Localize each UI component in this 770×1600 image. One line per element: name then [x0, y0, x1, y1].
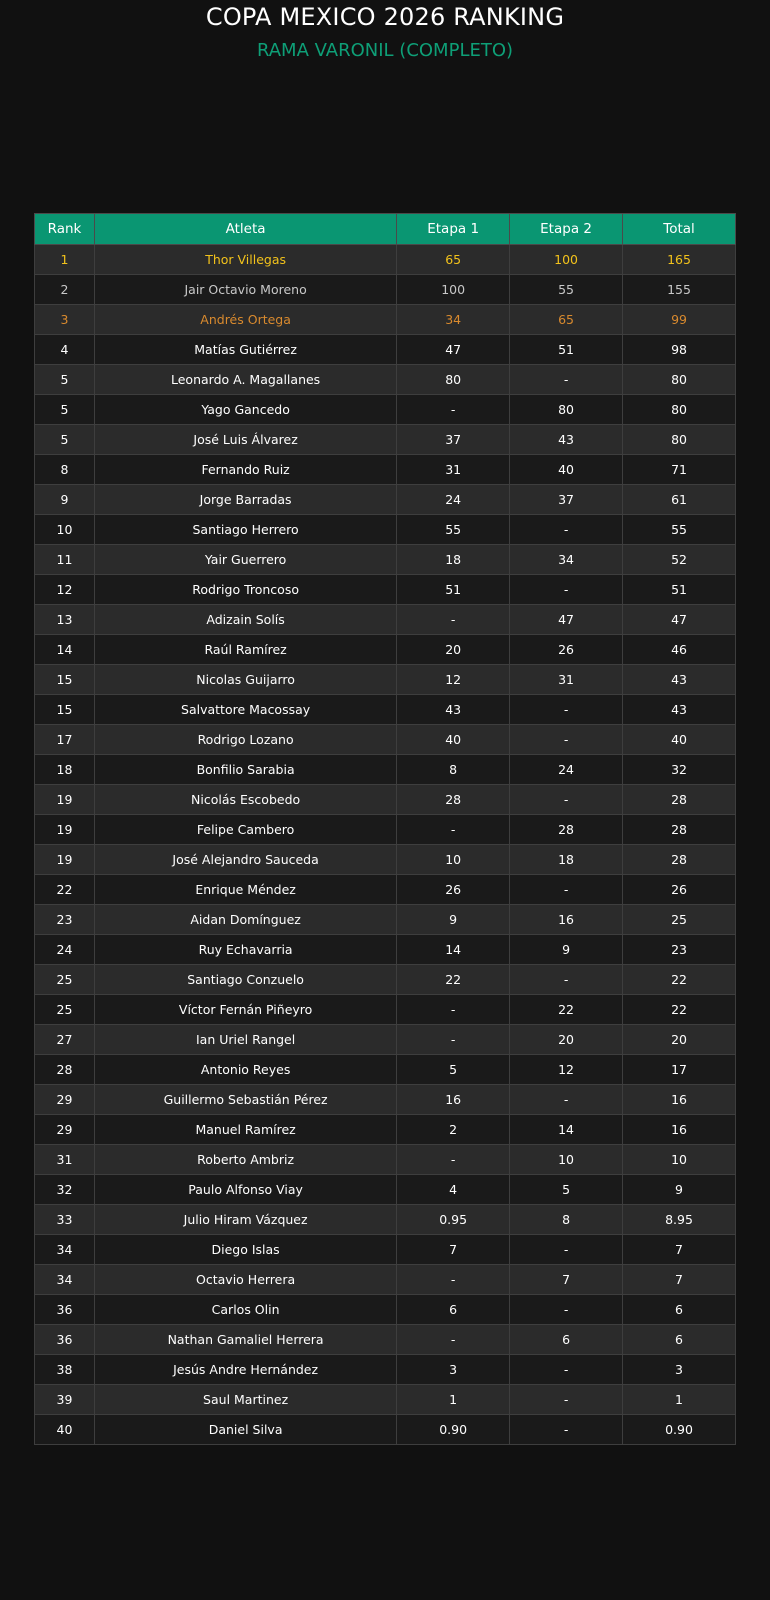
total-cell: 16 [623, 1085, 736, 1115]
etapa-2-cell: 12 [510, 1055, 623, 1085]
rank-cell: 25 [35, 995, 95, 1025]
rank-cell: 14 [35, 635, 95, 665]
etapa-1-cell: 100 [397, 275, 510, 305]
rank-cell: 40 [35, 1415, 95, 1445]
etapa-1-cell: 65 [397, 245, 510, 275]
etapa-2-cell: - [510, 965, 623, 995]
page-subtitle: RAMA VARONIL (COMPLETO) [256, 40, 514, 61]
athlete-name-cell: Nicolás Escobedo [95, 785, 397, 815]
table-row [35, 1355, 736, 1385]
etapa-1-cell: 55 [397, 515, 510, 545]
table-row [35, 725, 736, 755]
total-cell: 25 [623, 905, 736, 935]
total-cell: 16 [623, 1115, 736, 1145]
rank-cell: 24 [35, 935, 95, 965]
athlete-name-cell: Paulo Alfonso Viay [95, 1175, 397, 1205]
table-row [35, 875, 736, 905]
etapa-1-cell: 8 [397, 755, 510, 785]
rank-cell: 22 [35, 875, 95, 905]
athlete-name-cell: Yair Guerrero [95, 545, 397, 575]
rank-cell: 34 [35, 1265, 95, 1295]
total-cell: 55 [623, 515, 736, 545]
table-row [35, 485, 736, 515]
etapa-2-cell: 40 [510, 455, 623, 485]
etapa-2-cell: 10 [510, 1145, 623, 1175]
etapa-2-cell: 20 [510, 1025, 623, 1055]
rank-cell: 19 [35, 785, 95, 815]
total-cell: 40 [623, 725, 736, 755]
column-header-etapa-1: Etapa 1 [397, 214, 510, 245]
athlete-name-cell: Ruy Echavarria [95, 935, 397, 965]
etapa-1-cell: 34 [397, 305, 510, 335]
etapa-1-cell: 6 [397, 1295, 510, 1325]
etapa-2-cell: - [510, 1415, 623, 1445]
etapa-2-cell: 51 [510, 335, 623, 365]
etapa-1-cell: - [397, 1025, 510, 1055]
etapa-2-cell: - [510, 365, 623, 395]
etapa-2-cell: 65 [510, 305, 623, 335]
rank-cell: 25 [35, 965, 95, 995]
table-row [35, 1085, 736, 1115]
etapa-2-cell: 34 [510, 545, 623, 575]
athlete-name-cell: Octavio Herrera [95, 1265, 397, 1295]
rank-cell: 3 [35, 305, 95, 335]
athlete-name-cell: Bonfilio Sarabia [95, 755, 397, 785]
table-row [35, 545, 736, 575]
rank-cell: 13 [35, 605, 95, 635]
etapa-1-cell: 20 [397, 635, 510, 665]
athlete-name-cell: Diego Islas [95, 1235, 397, 1265]
athlete-name-cell: Nicolas Guijarro [95, 665, 397, 695]
athlete-name-cell: Jair Octavio Moreno [95, 275, 397, 305]
athlete-name-cell: Matías Gutiérrez [95, 335, 397, 365]
athlete-name-cell: Saul Martinez [95, 1385, 397, 1415]
athlete-name-cell: Carlos Olin [95, 1295, 397, 1325]
table-row [35, 965, 736, 995]
table-row [35, 1235, 736, 1265]
total-cell: 28 [623, 785, 736, 815]
table-row [35, 245, 736, 275]
etapa-2-cell: - [510, 575, 623, 605]
total-cell: 61 [623, 485, 736, 515]
table-row [35, 515, 736, 545]
table-row [35, 395, 736, 425]
athlete-name-cell: Antonio Reyes [95, 1055, 397, 1085]
table-row [35, 1265, 736, 1295]
total-cell: 0.90 [623, 1415, 736, 1445]
total-cell: 43 [623, 695, 736, 725]
table-header-row [35, 214, 736, 245]
etapa-1-cell: - [397, 605, 510, 635]
athlete-name-cell: Daniel Silva [95, 1415, 397, 1445]
column-header-rank: Rank [35, 214, 95, 245]
etapa-1-cell: 0.90 [397, 1415, 510, 1445]
table-row [35, 695, 736, 725]
etapa-2-cell: 8 [510, 1205, 623, 1235]
etapa-1-cell: 4 [397, 1175, 510, 1205]
rank-cell: 1 [35, 245, 95, 275]
total-cell: 10 [623, 1145, 736, 1175]
table-row [35, 275, 736, 305]
rank-cell: 29 [35, 1115, 95, 1145]
etapa-1-cell: 80 [397, 365, 510, 395]
total-cell: 1 [623, 1385, 736, 1415]
rank-cell: 11 [35, 545, 95, 575]
table-row [35, 1325, 736, 1355]
table-row [35, 455, 736, 485]
athlete-name-cell: Yago Gancedo [95, 395, 397, 425]
total-cell: 9 [623, 1175, 736, 1205]
etapa-2-cell: - [510, 1295, 623, 1325]
etapa-2-cell: - [510, 725, 623, 755]
table-row [35, 1175, 736, 1205]
athlete-name-cell: Rodrigo Troncoso [95, 575, 397, 605]
total-cell: 80 [623, 425, 736, 455]
etapa-1-cell: 26 [397, 875, 510, 905]
etapa-1-cell: 22 [397, 965, 510, 995]
etapa-1-cell: 37 [397, 425, 510, 455]
etapa-1-cell: - [397, 1265, 510, 1295]
table-row [35, 335, 736, 365]
table-row [35, 575, 736, 605]
rank-cell: 34 [35, 1235, 95, 1265]
athlete-name-cell: Ian Uriel Rangel [95, 1025, 397, 1055]
athlete-name-cell: Fernando Ruiz [95, 455, 397, 485]
table-row [35, 845, 736, 875]
rank-cell: 9 [35, 485, 95, 515]
column-header-etapa-2: Etapa 2 [510, 214, 623, 245]
etapa-2-cell: 26 [510, 635, 623, 665]
table-row [35, 935, 736, 965]
rank-cell: 5 [35, 425, 95, 455]
athlete-name-cell: Raúl Ramírez [95, 635, 397, 665]
total-cell: 47 [623, 605, 736, 635]
etapa-1-cell: 12 [397, 665, 510, 695]
total-cell: 7 [623, 1265, 736, 1295]
etapa-1-cell: 40 [397, 725, 510, 755]
athlete-name-cell: Adizain Solís [95, 605, 397, 635]
total-cell: 7 [623, 1235, 736, 1265]
etapa-1-cell: - [397, 1325, 510, 1355]
total-cell: 23 [623, 935, 736, 965]
athlete-name-cell: Manuel Ramírez [95, 1115, 397, 1145]
table-row [35, 1055, 736, 1085]
total-cell: 26 [623, 875, 736, 905]
total-cell: 22 [623, 965, 736, 995]
rank-cell: 15 [35, 695, 95, 725]
rank-cell: 32 [35, 1175, 95, 1205]
table-row [35, 1205, 736, 1235]
total-cell: 6 [623, 1295, 736, 1325]
rank-cell: 19 [35, 845, 95, 875]
athlete-name-cell: Julio Hiram Vázquez [95, 1205, 397, 1235]
table-row [35, 1145, 736, 1175]
table-row [35, 815, 736, 845]
rank-cell: 36 [35, 1325, 95, 1355]
athlete-name-cell: Salvattore Macossay [95, 695, 397, 725]
rank-cell: 38 [35, 1355, 95, 1385]
etapa-1-cell: 28 [397, 785, 510, 815]
total-cell: 32 [623, 755, 736, 785]
rank-cell: 12 [35, 575, 95, 605]
etapa-2-cell: 100 [510, 245, 623, 275]
total-cell: 17 [623, 1055, 736, 1085]
rank-cell: 5 [35, 365, 95, 395]
total-cell: 20 [623, 1025, 736, 1055]
total-cell: 165 [623, 245, 736, 275]
etapa-1-cell: 7 [397, 1235, 510, 1265]
rank-cell: 17 [35, 725, 95, 755]
etapa-1-cell: 9 [397, 905, 510, 935]
total-cell: 98 [623, 335, 736, 365]
total-cell: 80 [623, 365, 736, 395]
table-row [35, 785, 736, 815]
etapa-2-cell: 7 [510, 1265, 623, 1295]
rank-cell: 33 [35, 1205, 95, 1235]
total-cell: 8.95 [623, 1205, 736, 1235]
total-cell: 51 [623, 575, 736, 605]
column-header-atleta: Atleta [95, 214, 397, 245]
athlete-name-cell: Santiago Herrero [95, 515, 397, 545]
etapa-2-cell: 9 [510, 935, 623, 965]
total-cell: 46 [623, 635, 736, 665]
table-row [35, 1295, 736, 1325]
table-row [35, 755, 736, 785]
etapa-1-cell: - [397, 995, 510, 1025]
table-row [35, 425, 736, 455]
etapa-1-cell: 3 [397, 1355, 510, 1385]
etapa-2-cell: 22 [510, 995, 623, 1025]
column-header-total: Total [623, 214, 736, 245]
athlete-name-cell: Aidan Domínguez [95, 905, 397, 935]
rank-cell: 29 [35, 1085, 95, 1115]
etapa-1-cell: 10 [397, 845, 510, 875]
etapa-2-cell: 37 [510, 485, 623, 515]
total-cell: 43 [623, 665, 736, 695]
etapa-2-cell: 14 [510, 1115, 623, 1145]
table-row [35, 365, 736, 395]
rank-cell: 18 [35, 755, 95, 785]
etapa-2-cell: - [510, 695, 623, 725]
table-row [35, 305, 736, 335]
etapa-2-cell: - [510, 1085, 623, 1115]
etapa-1-cell: 24 [397, 485, 510, 515]
athlete-name-cell: Rodrigo Lozano [95, 725, 397, 755]
etapa-2-cell: - [510, 1385, 623, 1415]
etapa-2-cell: - [510, 1355, 623, 1385]
etapa-1-cell: 5 [397, 1055, 510, 1085]
table-row [35, 1025, 736, 1055]
etapa-2-cell: 6 [510, 1325, 623, 1355]
etapa-2-cell: - [510, 875, 623, 905]
table-row [35, 605, 736, 635]
total-cell: 22 [623, 995, 736, 1025]
etapa-2-cell: 18 [510, 845, 623, 875]
total-cell: 99 [623, 305, 736, 335]
table-row [35, 995, 736, 1025]
rank-cell: 31 [35, 1145, 95, 1175]
etapa-2-cell: 47 [510, 605, 623, 635]
athlete-name-cell: José Alejandro Sauceda [95, 845, 397, 875]
rank-cell: 10 [35, 515, 95, 545]
table-row [35, 635, 736, 665]
etapa-1-cell: - [397, 815, 510, 845]
etapa-1-cell: 0.95 [397, 1205, 510, 1235]
etapa-2-cell: - [510, 785, 623, 815]
athlete-name-cell: Nathan Gamaliel Herrera [95, 1325, 397, 1355]
etapa-1-cell: 2 [397, 1115, 510, 1145]
etapa-1-cell: - [397, 1145, 510, 1175]
etapa-1-cell: 51 [397, 575, 510, 605]
total-cell: 28 [623, 815, 736, 845]
total-cell: 71 [623, 455, 736, 485]
total-cell: 3 [623, 1355, 736, 1385]
rank-cell: 19 [35, 815, 95, 845]
etapa-1-cell: 18 [397, 545, 510, 575]
table-row [35, 905, 736, 935]
total-cell: 80 [623, 395, 736, 425]
etapa-2-cell: 55 [510, 275, 623, 305]
athlete-name-cell: Jesús Andre Hernández [95, 1355, 397, 1385]
etapa-2-cell: 28 [510, 815, 623, 845]
etapa-1-cell: 1 [397, 1385, 510, 1415]
rank-cell: 2 [35, 275, 95, 305]
etapa-1-cell: - [397, 395, 510, 425]
ranking-table-body [35, 245, 736, 1445]
etapa-2-cell: 16 [510, 905, 623, 935]
etapa-1-cell: 47 [397, 335, 510, 365]
etapa-2-cell: - [510, 1235, 623, 1265]
table-row [35, 665, 736, 695]
athlete-name-cell: Thor Villegas [95, 245, 397, 275]
rank-cell: 15 [35, 665, 95, 695]
athlete-name-cell: Enrique Méndez [95, 875, 397, 905]
rank-cell: 4 [35, 335, 95, 365]
table-row [35, 1385, 736, 1415]
athlete-name-cell: Leonardo A. Magallanes [95, 365, 397, 395]
athlete-name-cell: Santiago Conzuelo [95, 965, 397, 995]
rank-cell: 23 [35, 905, 95, 935]
page-title: COPA MEXICO 2026 RANKING [205, 3, 565, 31]
etapa-1-cell: 16 [397, 1085, 510, 1115]
rank-cell: 39 [35, 1385, 95, 1415]
etapa-2-cell: 43 [510, 425, 623, 455]
etapa-1-cell: 31 [397, 455, 510, 485]
total-cell: 155 [623, 275, 736, 305]
rank-cell: 27 [35, 1025, 95, 1055]
etapa-1-cell: 14 [397, 935, 510, 965]
etapa-1-cell: 43 [397, 695, 510, 725]
etapa-2-cell: 24 [510, 755, 623, 785]
etapa-2-cell: - [510, 515, 623, 545]
athlete-name-cell: Jorge Barradas [95, 485, 397, 515]
etapa-2-cell: 31 [510, 665, 623, 695]
etapa-2-cell: 80 [510, 395, 623, 425]
athlete-name-cell: Víctor Fernán Piñeyro [95, 995, 397, 1025]
athlete-name-cell: Guillermo Sebastián Pérez [95, 1085, 397, 1115]
athlete-name-cell: Andrés Ortega [95, 305, 397, 335]
table-row [35, 1415, 736, 1445]
total-cell: 28 [623, 845, 736, 875]
athlete-name-cell: José Luis Álvarez [95, 425, 397, 455]
total-cell: 6 [623, 1325, 736, 1355]
total-cell: 52 [623, 545, 736, 575]
rank-cell: 5 [35, 395, 95, 425]
athlete-name-cell: Roberto Ambriz [95, 1145, 397, 1175]
rank-cell: 28 [35, 1055, 95, 1085]
table-row [35, 1115, 736, 1145]
rank-cell: 8 [35, 455, 95, 485]
athlete-name-cell: Felipe Cambero [95, 815, 397, 845]
rank-cell: 36 [35, 1295, 95, 1325]
etapa-2-cell: 5 [510, 1175, 623, 1205]
ranking-table [34, 213, 736, 1445]
